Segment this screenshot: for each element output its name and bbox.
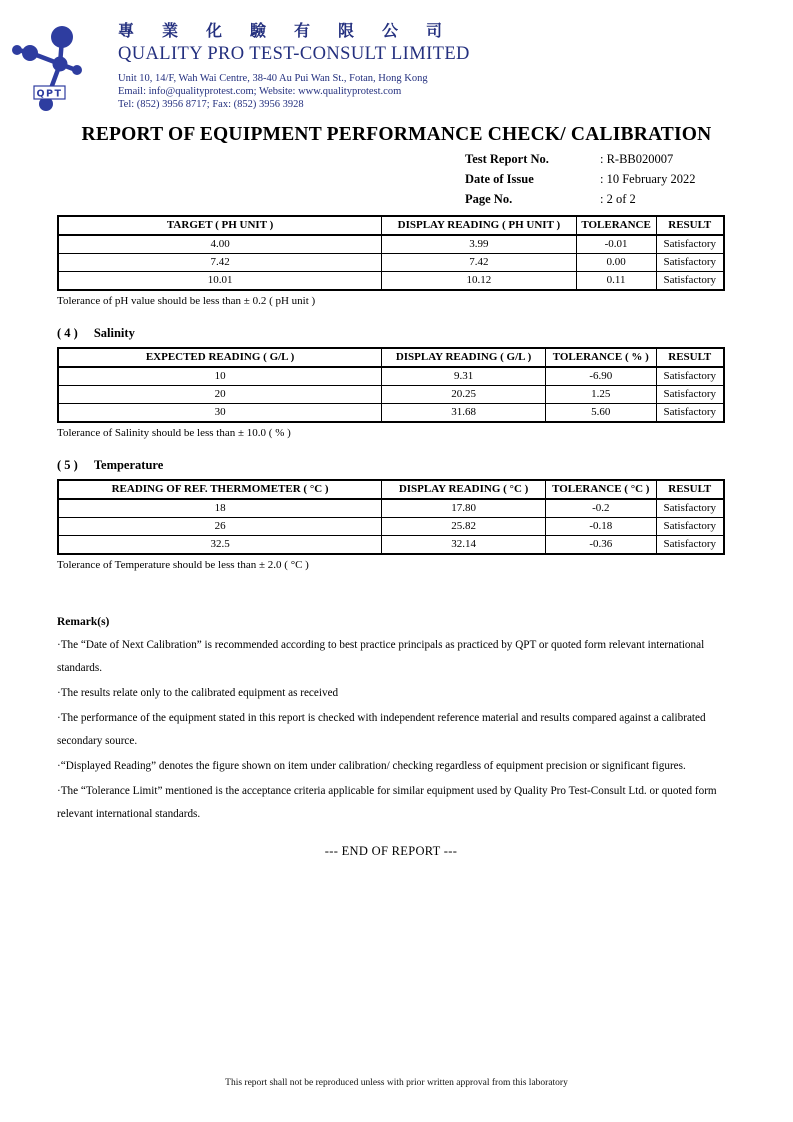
company-name-chinese: 專 業 化 驗 有 限 公 司 — [118, 23, 455, 40]
report-body — [57, 215, 725, 859]
table-cell: 5.60 — [546, 404, 657, 423]
salinity-results-table — [57, 347, 725, 423]
section-number: ( 4 ) — [57, 326, 78, 340]
table-cell: 32.14 — [382, 536, 546, 555]
table-header-row — [58, 480, 724, 499]
end-of-report: --- END OF REPORT --- — [324, 844, 458, 858]
table-cell: 25.82 — [382, 518, 546, 536]
meta-row-page-no — [465, 192, 695, 212]
column-header: EXPECTED READING ( G/L ) — [58, 348, 382, 367]
remark-item: ·The “Date of Next Calibration” is recommended according to best practice principals as practiced by QPT or quoted form relevant international standards. — [57, 639, 705, 674]
table-row — [58, 235, 724, 254]
section-title: Salinity — [93, 326, 135, 340]
remark-item: ·“Displayed Reading” denotes the figure shown on item under calibration/ checking regardless of equipment precision or significant figures. — [57, 760, 686, 772]
column-header: DISPLAY READING ( °C ) — [382, 480, 546, 499]
table-cell: Satisfactory — [656, 536, 724, 555]
table-cell: Satisfactory — [656, 404, 724, 423]
meta-row-date-of-issue — [465, 172, 695, 192]
remarks-title: Remark(s) — [57, 616, 110, 628]
column-header: READING OF REF. THERMOMETER ( °C ) — [58, 480, 382, 499]
table-cell: Satisfactory — [656, 254, 724, 272]
column-header: RESULT — [656, 348, 724, 367]
company-address: Unit 10, 14/F, Wah Wai Centre, 38-40 Au Pui Wan St., Fotan, Hong Kong — [118, 73, 428, 84]
footer-note: This report shall not be reproduced unless with prior written approval from this laboratory — [225, 1078, 568, 1088]
table-row — [58, 386, 724, 404]
remark-item: ·The results relate only to the calibrated equipment as received — [57, 687, 339, 699]
column-header: DISPLAY READING ( PH UNIT ) — [382, 216, 576, 235]
remark-item: ·The performance of the equipment stated in this report is checked with independent reference material and results compared against a calibrated secondary source. — [57, 712, 706, 747]
remarks-list — [57, 634, 737, 826]
table-cell: 20 — [58, 386, 382, 404]
report-title: REPORT OF EQUIPMENT PERFORMANCE CHECK/ CALIBRATION — [81, 124, 712, 145]
letterhead-text — [118, 8, 470, 114]
table-cell: 7.42 — [382, 254, 576, 272]
company-logo-molecule-icon — [8, 8, 108, 114]
table-row — [58, 367, 724, 386]
table-cell: Satisfactory — [656, 386, 724, 404]
table-row — [58, 499, 724, 518]
table-cell: 26 — [58, 518, 382, 536]
table-row — [58, 536, 724, 555]
logo-qpt-text: QPT — [36, 88, 63, 100]
table-cell: 7.42 — [58, 254, 382, 272]
letterhead — [8, 8, 470, 114]
company-phone-fax: Tel: (852) 3956 8717; Fax: (852) 3956 3928 — [118, 99, 304, 110]
table-header-row — [58, 216, 724, 235]
table-row — [58, 404, 724, 423]
table-cell: 9.31 — [382, 367, 546, 386]
section-number: ( 5 ) — [57, 458, 78, 472]
salinity-tolerance-note: Tolerance of Salinity should be less than ± 10.0 ( % ) — [57, 427, 291, 439]
temperature-tolerance-note: Tolerance of Temperature should be less than ± 2.0 ( °C ) — [57, 559, 309, 571]
table-cell: Satisfactory — [656, 272, 724, 291]
table-cell: 31.68 — [382, 404, 546, 423]
column-header: RESULT — [656, 480, 724, 499]
table-cell: -0.18 — [546, 518, 657, 536]
company-email-website: Email: info@qualityprotest.com; Website: www.qualityprotest.com — [118, 86, 402, 97]
table-row — [58, 254, 724, 272]
table-cell: 0.11 — [576, 272, 656, 291]
column-header: TOLERANCE ( °C ) — [546, 480, 657, 499]
remarks-section — [57, 616, 737, 826]
table-cell: 0.00 — [576, 254, 656, 272]
meta-label: Test Report No. — [465, 152, 549, 166]
section-heading-temperature — [57, 458, 725, 474]
ph-tolerance-note: Tolerance of pH value should be less than ± 0.2 ( pH unit ) — [57, 295, 316, 307]
table-cell: -0.36 — [546, 536, 657, 555]
report-meta — [465, 152, 695, 212]
table-cell: -0.01 — [576, 235, 656, 254]
table-cell: 10 — [58, 367, 382, 386]
table-cell: Satisfactory — [656, 518, 724, 536]
section-heading-salinity — [57, 326, 725, 342]
table-row — [58, 518, 724, 536]
meta-value: : R-BB020007 — [600, 152, 674, 166]
table-cell: Satisfactory — [656, 499, 724, 518]
column-header: RESULT — [656, 216, 724, 235]
table-cell: 10.01 — [58, 272, 382, 291]
company-name: QUALITY PRO TEST-CONSULT LIMITED — [118, 44, 470, 64]
meta-value: : 2 of 2 — [600, 192, 636, 206]
table-cell: 20.25 — [382, 386, 546, 404]
table-cell: Satisfactory — [656, 367, 724, 386]
table-row — [58, 272, 724, 291]
column-header: TOLERANCE ( % ) — [546, 348, 657, 367]
meta-label: Date of Issue — [465, 172, 534, 186]
section-title: Temperature — [93, 458, 164, 472]
table-header-row — [58, 348, 724, 367]
meta-label: Page No. — [465, 192, 513, 206]
table-cell: 4.00 — [58, 235, 382, 254]
table-cell: 18 — [58, 499, 382, 518]
table-cell: 32.5 — [58, 536, 382, 555]
remark-item: ·The “Tolerance Limit” mentioned is the acceptance criteria applicable for similar equipment used by Quality Pro Test-Consult Ltd. or quoted form relevant international standards. — [57, 785, 717, 820]
table-cell: 10.12 — [382, 272, 576, 291]
column-header: TARGET ( PH UNIT ) — [58, 216, 382, 235]
table-cell: 3.99 — [382, 235, 576, 254]
table-cell: 1.25 — [546, 386, 657, 404]
column-header: TOLERANCE — [576, 216, 656, 235]
temperature-results-table — [57, 479, 725, 555]
table-cell: 30 — [58, 404, 382, 423]
column-header: DISPLAY READING ( G/L ) — [382, 348, 546, 367]
table-cell: Satisfactory — [656, 235, 724, 254]
table-cell: 17.80 — [382, 499, 546, 518]
ph-results-table — [57, 215, 725, 291]
meta-row-report-no — [465, 152, 695, 172]
meta-value: : 10 February 2022 — [600, 172, 696, 186]
table-cell: -0.2 — [546, 499, 657, 518]
table-cell: -6.90 — [546, 367, 657, 386]
